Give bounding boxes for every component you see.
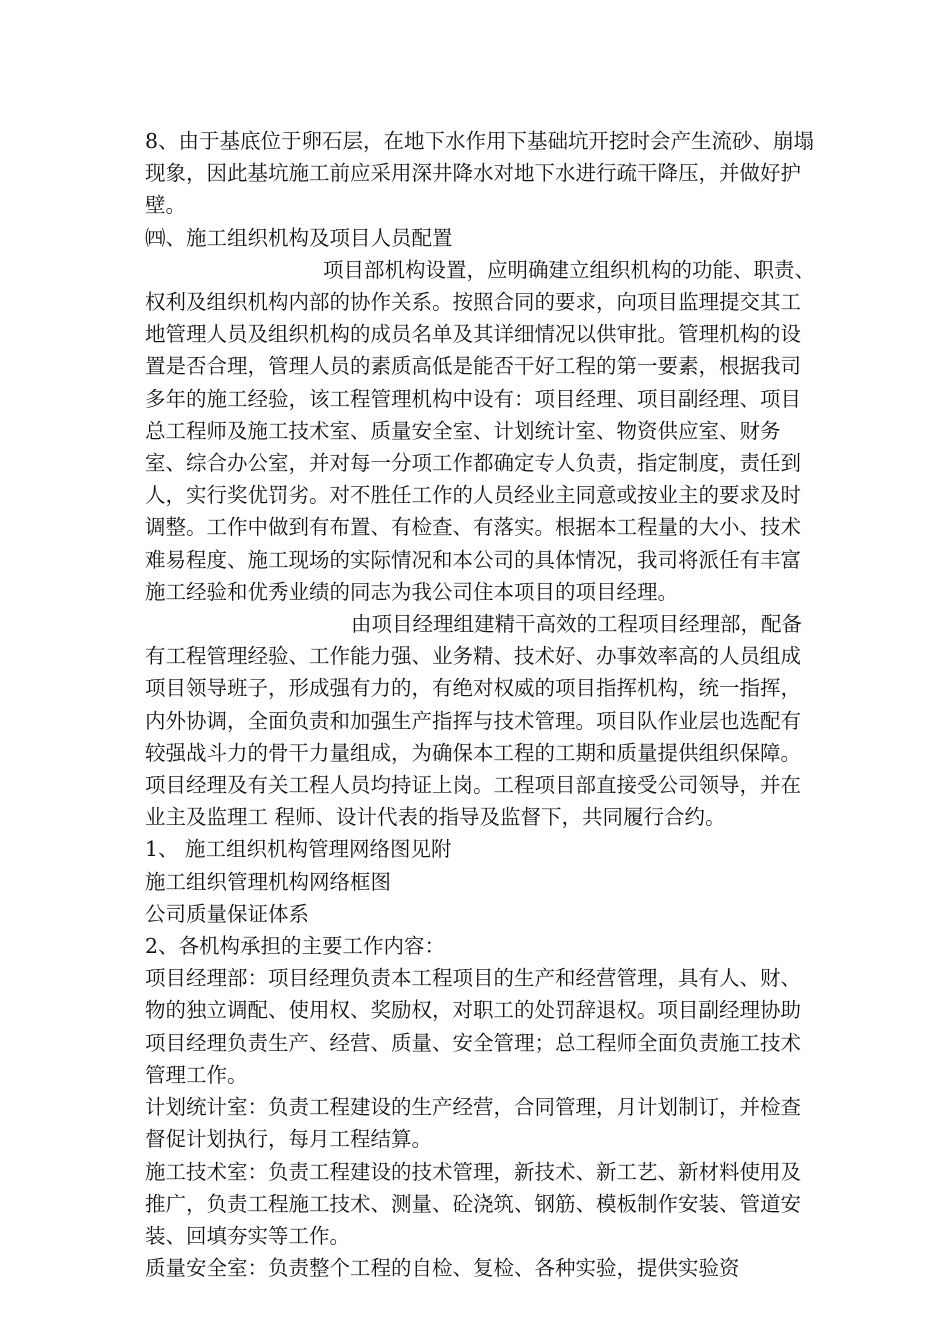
- paragraph-planning: 计划统计室：负责工程建设的生产经营，合同管理，月计划制订，并检查督促计划执行，每月工程结算。: [145, 1095, 801, 1152]
- paragraph-item-1: 1、 施工组织机构管理网络图见附: [145, 837, 452, 862]
- document-body: [145, 125, 820, 1284]
- section-heading-4: ㈣、施工组织机构及项目人员配置: [145, 225, 453, 250]
- paragraph-org-setup: 项目部机构设置，应明确建立组织机构的功能、职责、权利及组织机构内部的协作关系。按照合同的要求，向项目监理提交其工地管理人员及组织机构的成员名单及其详细情况以供审批。管理机构的设置是否合理，管理人员的素质高低是能否干好工程的第一要素，根据我司多年的施工经验，该工程管理机构中设有：项目经理、项目副经理、项目总工程师及施工技术室、质量安全室、计划统计室、物资供应室、财务室、综合办公室，并对每一分项工作都确定专人负责，指定制度，责任到人，实行奖优罚劣。对不胜任工作的人员经业主同意或按业主的要求及时调整。工作中做到有布置、有检查、有落实。根据本工程量的大小、技术难易程度、施工现场的实际情况和本公司的具体情况，我司将派任有丰富施工经验和优秀业绩的同志为我公司住本项目的项目经理。: [145, 257, 815, 604]
- paragraph-network-chart: 施工组织管理机构网络框图: [145, 869, 391, 894]
- paragraph-pm-team: 由项目经理组建精干高效的工程项目经理部，配备有工程管理经验、工作能力强、业务精、技术好、办事效率高的人员组成项目领导班子，形成强有力的，有绝对权威的项目指挥机构，统一指挥，内外协调，全面负责和加强生产指挥与技术管理。项目队作业层也选配有较强战斗力的骨干力量组成，为确保本工程的工期和质量提供组织保障。项目经理及有关工程人员均持证上岗。工程项目部直接受公司领导，并在业主及监理工 程师、设计代表的指导及监督下，共同履行合约。: [145, 612, 802, 830]
- paragraph-quality-system: 公司质量保证体系: [145, 901, 309, 926]
- paragraph-item-8: 8、由于基底位于卵石层，在地下水作用下基础坑开挖时会产生流砂、崩塌现象，因此基坑施工前应采用深井降水对地下水进行疏干降压，并做好护壁。: [145, 129, 815, 218]
- paragraph-tech: 施工技术室：负责工程建设的技术管理，新技术、新工艺、新材料使用及推广，负责工程施工技术、测量、砼浇筑、钢筋、模板制作安装、管道安装、回填夯实等工作。: [145, 1159, 801, 1248]
- paragraph-item-2: 2、各机构承担的主要工作内容：: [145, 934, 446, 959]
- paragraph-pm-dept: 项目经理部：项目经理负责本工程项目的生产和经营管理，具有人、财、物的独立调配、使用权、奖励权，对职工的处罚辞退权。项目副经理协助项目经理负责生产、经营、质量、安全管理；总工程师全面负责施工技术管理工作。: [145, 966, 801, 1087]
- paragraph-quality-safety: 质量安全室：负责整个工程的自检、复检、各种实验，提供实验资: [145, 1256, 740, 1281]
